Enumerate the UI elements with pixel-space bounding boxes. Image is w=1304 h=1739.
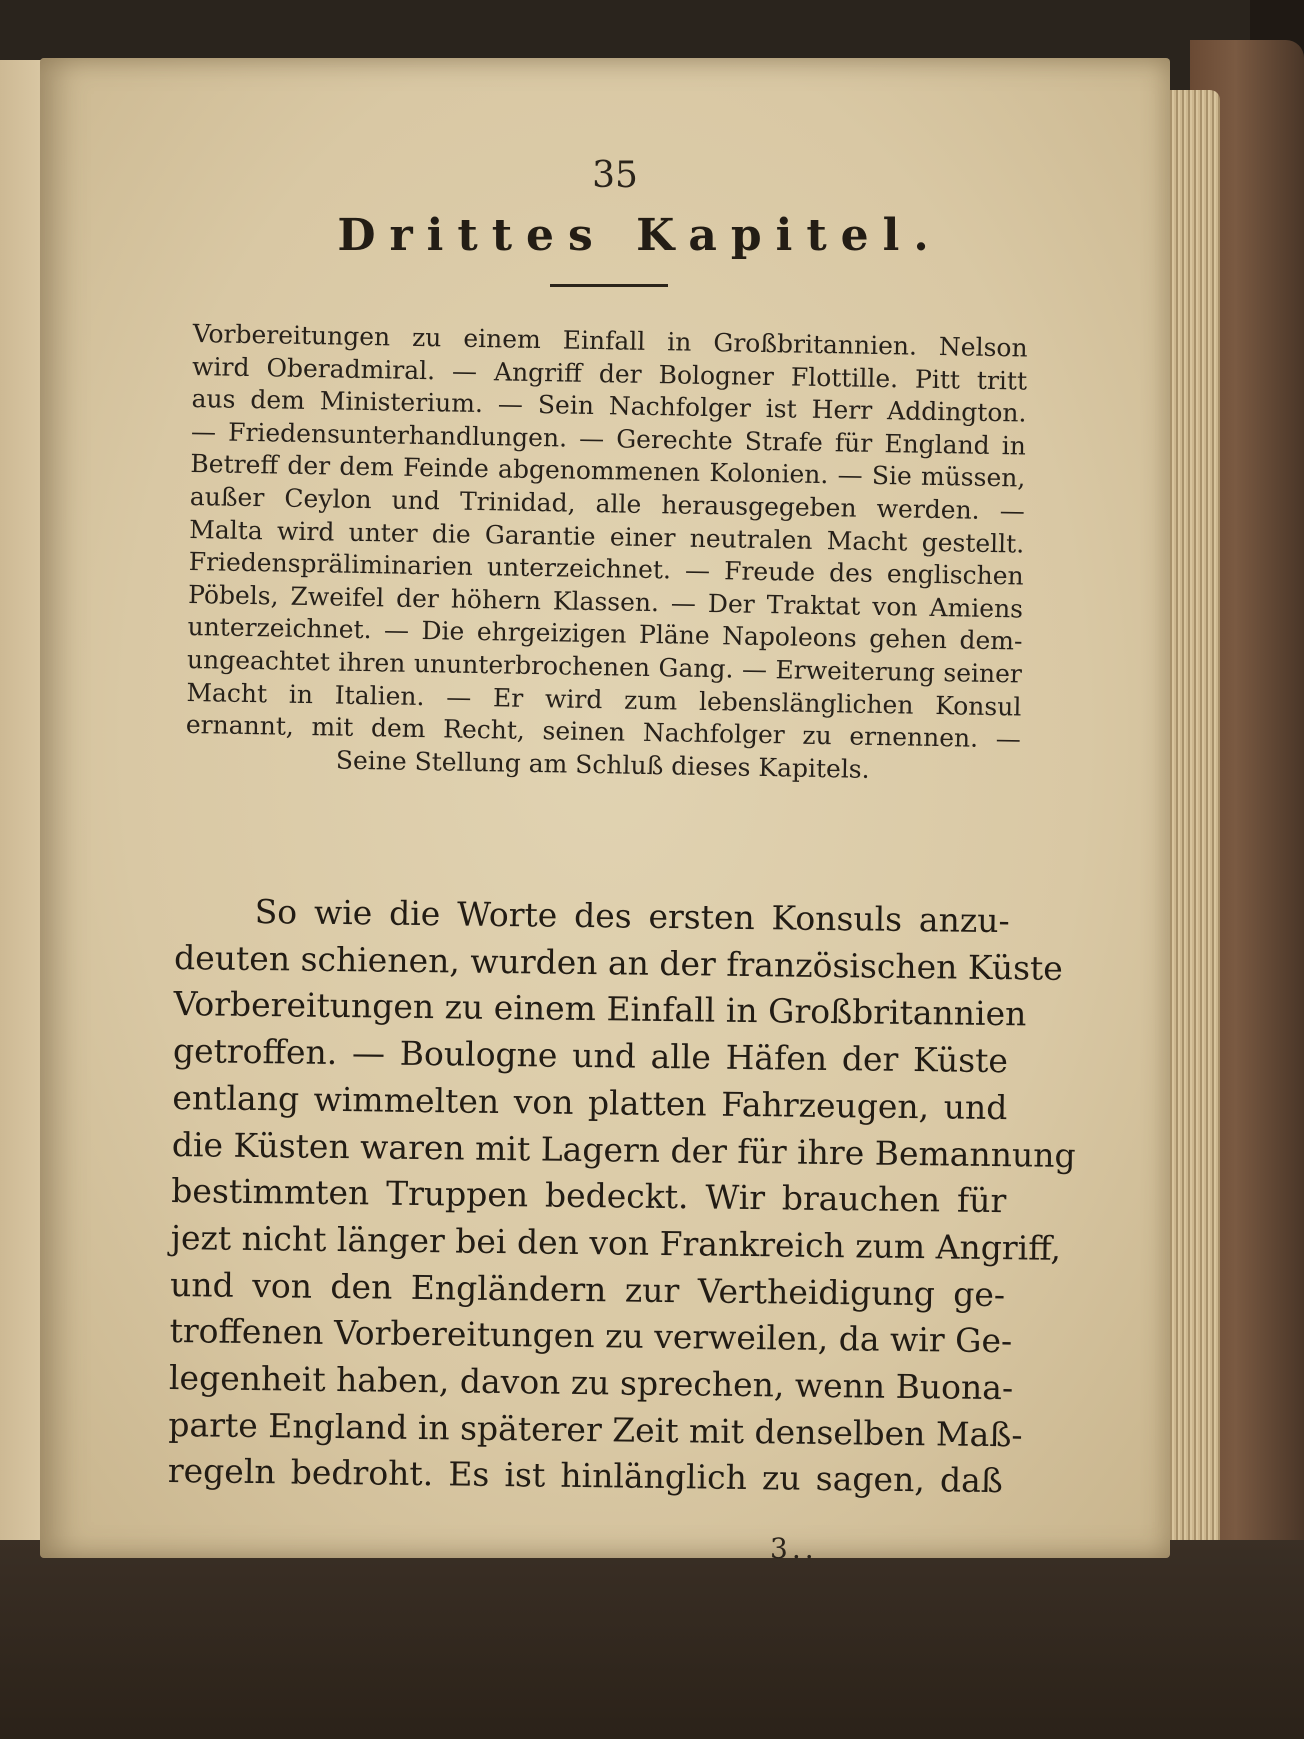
summary-line: Vorbereitungen zu einem Einfall in Großbritannien. Nelson [192,318,1028,363]
summary-line: Pöbels, Zweifel der höhern Klassen. — Der Traktat von Amiens [187,579,1024,624]
book-cover-bottom [0,1540,1304,1739]
body-line: regeln bedroht. Es ist hinlänglich zu sagen, daß [167,1451,1004,1501]
summary-line: — Friedensunterhandlungen. — Gerechte Strafe für England in [190,416,1027,461]
body-line: So wie die Worte des ersten Konsuls anzu- [254,891,1010,941]
summary-line: Seine Stellung am Schluß dieses Kapitels. [335,745,870,784]
signature-mark: 3.. [770,1532,818,1565]
summary-line: unterzeichnet. — Die ehrgeizigen Pläne Napoleons gehen dem- [187,612,1023,656]
chapter-summary [185,318,1028,789]
body-line: entlang wimmelten von platten Fahrzeugen, und [172,1077,1008,1127]
body-line: legenheit haben, davon zu sprechen, wenn Buona- [168,1357,1014,1408]
body-line: troffenen Vorbereitungen zu verweilen, da wir Ge- [169,1311,1013,1361]
summary-line: wird Oberadmiral. — Angriff der Bologner Flottille. Pitt tritt [191,351,1028,396]
body-line: deuten schienen, wurden an der französischen Küste [173,937,1064,988]
summary-line: Malta wird unter die Garantie einer neutralen Macht gestellt. [189,514,1025,559]
chapter-title: Drittes Kapitel. [337,210,943,261]
body-line: getroffen. — Boulogne und alle Häfen der Küste [172,1031,1009,1081]
summary-line: außer Ceylon und Trinidad, alle herausgegeben werden. — [189,481,1026,526]
body-line: Vorbereitungen zu einem Einfall in Großbritannien [173,984,1027,1034]
summary-line: Macht in Italien. — Er wird zum lebenslänglichen Konsul [186,677,1022,722]
body-paragraph [167,888,1076,1505]
summary-line: Friedenspräliminarien unterzeichnet. — Freude des englischen [188,547,1024,591]
body-line: jezt nicht länger bei den von Frankreich zum Angriff, [170,1217,1062,1268]
title-divider [550,284,668,287]
page-number: 35 [592,155,638,196]
body-line: die Küsten waren mit Lagern der für ihre Bemannung [171,1124,1076,1175]
body-line: und von den Engländern zur Vertheidigung ge- [169,1264,1006,1314]
body-line: bestimmten Truppen bedeckt. Wir brauchen für [171,1171,1007,1221]
summary-line: ernannt, mit dem Recht, seinen Nachfolger zu ernennen. — [185,710,1022,754]
body-line: parte England in späterer Zeit mit denselben Maß- [168,1404,1023,1455]
summary-line: Betreff der dem Feinde abgenommenen Kolonien. — Sie müssen, [190,449,1026,493]
summary-line: aus dem Ministerium. — Sein Nachfolger ist Herr Addington. [191,384,1027,428]
summary-line: ungeachtet ihren ununterbrochenen Gang. — Erweiterung seiner [186,644,1023,689]
